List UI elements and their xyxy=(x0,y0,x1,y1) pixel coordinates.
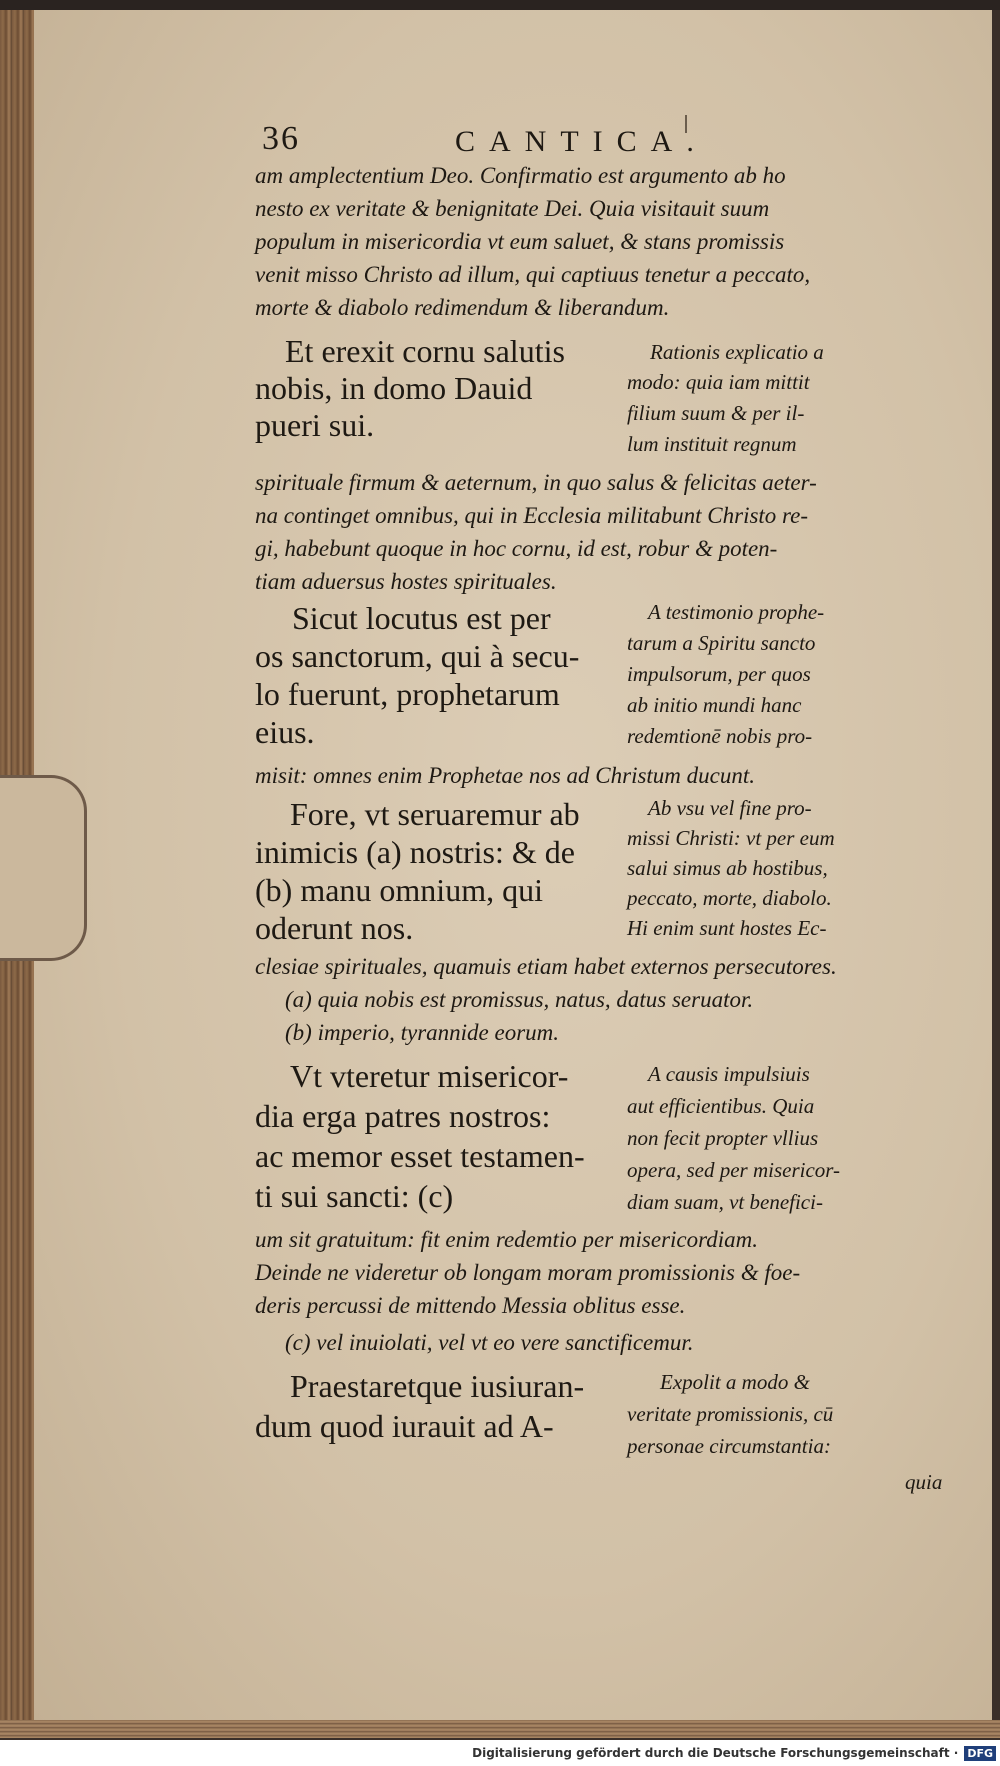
margin-note-line: ab initio mundi hanc xyxy=(627,693,802,717)
verse-line: Praestaretque iusiuran- xyxy=(290,1368,585,1404)
commentary-line: clesiae spirituales, quamuis etiam habet externos persecutores. xyxy=(255,954,837,979)
margin-note-line: Rationis explicatio a xyxy=(650,340,824,364)
verse-line: ac memor esset testamen- xyxy=(255,1138,585,1174)
verse-line: eius. xyxy=(255,714,315,750)
margin-note-line: Ab vsu vel fine pro- xyxy=(648,796,812,820)
commentary-line: gi, habebunt quoque in hoc cornu, id est, robur & poten- xyxy=(255,536,778,561)
verse-line: inimicis (a) nostris: & de xyxy=(255,834,575,870)
verse-line: Et erexit cornu salutis xyxy=(285,333,565,369)
margin-note-line: tarum a Spiritu sancto xyxy=(627,631,816,655)
margin-note-line: missi Christi: vt per eum xyxy=(627,826,835,850)
verse-line: dia erga patres nostros: xyxy=(255,1098,551,1134)
footnote-line: (c) vel inuiolati, vel vt eo vere sanctificemur. xyxy=(285,1330,694,1355)
commentary-line: na continget omnibus, qui in Ecclesia militabunt Christo re- xyxy=(255,503,809,528)
verse-line: pueri sui. xyxy=(255,407,375,443)
margin-note-line: A testimonio prophe- xyxy=(648,600,825,624)
margin-note-line: opera, sed per misericor- xyxy=(627,1158,841,1182)
margin-note-line: modo: quia iam mittit xyxy=(627,370,810,394)
margin-note-line: veritate promissionis, cū xyxy=(627,1402,834,1426)
verse-line: os sanctorum, qui à secu- xyxy=(255,638,580,674)
page-number: 36 xyxy=(262,120,300,157)
margin-note-line: redemtionē nobis pro- xyxy=(627,724,813,748)
verse-line: nobis, in domo Dauid xyxy=(255,370,533,406)
dfg-logo: DFG xyxy=(964,1746,996,1761)
running-title: CANTICA. xyxy=(455,125,708,158)
margin-note-line: Expolit a modo & xyxy=(660,1370,810,1394)
verse-line: oderunt nos. xyxy=(255,910,414,946)
verse-line: ti sui sancti: (c) xyxy=(255,1178,454,1214)
digitization-credit: Digitalisierung gefördert durch die Deutsche Forschungsgemeinschaft · xyxy=(472,1746,959,1760)
scan-top-edge xyxy=(0,0,1000,10)
footnote-line: (a) quia nobis est promissus, natus, datus seruator. xyxy=(285,987,754,1012)
credit-bar xyxy=(0,1740,1000,1766)
margin-note-line: Hi enim sunt hostes Ec- xyxy=(627,916,827,940)
margin-note-line: diam suam, vt benefici- xyxy=(627,1190,823,1214)
footnote-line: (b) imperio, tyrannide eorum. xyxy=(285,1020,560,1045)
commentary-line: spirituale firmum & aeternum, in quo salus & felicitas aeter- xyxy=(255,470,817,495)
verse-line: dum quod iurauit ad A- xyxy=(255,1408,554,1444)
verse-line: (b) manu omnium, qui xyxy=(255,872,543,908)
verse-line: Sicut locutus est per xyxy=(292,600,551,636)
verse-line: Fore, vt seruaremur ab xyxy=(290,796,580,832)
commentary-line: populum in misericordia vt eum saluet, & stans promissis xyxy=(255,229,785,254)
commentary-line: nesto ex veritate & benignitate Dei. Quia visitauit suum xyxy=(255,196,770,221)
margin-note-line: non fecit propter vllius xyxy=(627,1126,819,1150)
commentary-line: venit misso Christo ad illum, qui captiuus tenetur a peccato, xyxy=(255,262,811,287)
commentary-line: morte & diabolo redimendum & liberandum. xyxy=(255,295,670,320)
commentary-line: Deinde ne videretur ob longam moram promissionis & foe- xyxy=(255,1260,801,1285)
commentary-line: tiam aduersus hostes spirituales. xyxy=(255,569,557,594)
commentary-line: misit: omnes enim Prophetae nos ad Christum ducunt. xyxy=(255,763,756,788)
verse-line: lo fuerunt, prophetarum xyxy=(255,676,560,712)
verse-line: Vt vteretur misericor- xyxy=(290,1058,569,1094)
catchword: quia xyxy=(905,1470,943,1494)
margin-note-line: filium suum & per il- xyxy=(627,401,805,425)
margin-note-line: lum instituit regnum xyxy=(627,432,797,456)
margin-note-line: peccato, morte, diabolo. xyxy=(627,886,832,910)
margin-note-line: salui simus ab hostibus, xyxy=(627,856,828,880)
margin-note-line: personae circumstantia: xyxy=(627,1434,831,1458)
commentary-line: am amplectentium Deo. Confirmatio est argumento ab ho xyxy=(255,163,786,188)
margin-note-line: aut efficientibus. Quia xyxy=(627,1094,815,1118)
commentary-line: um sit gratuitum: fit enim redemtio per misericordiam. xyxy=(255,1227,758,1252)
book-clasp xyxy=(0,775,87,961)
margin-note-line: A causis impulsiuis xyxy=(648,1062,810,1086)
margin-note-line: impulsorum, per quos xyxy=(627,662,811,686)
page-bottom-edge xyxy=(0,1720,1000,1738)
commentary-line: deris percussi de mittendo Messia oblitus esse. xyxy=(255,1293,686,1318)
